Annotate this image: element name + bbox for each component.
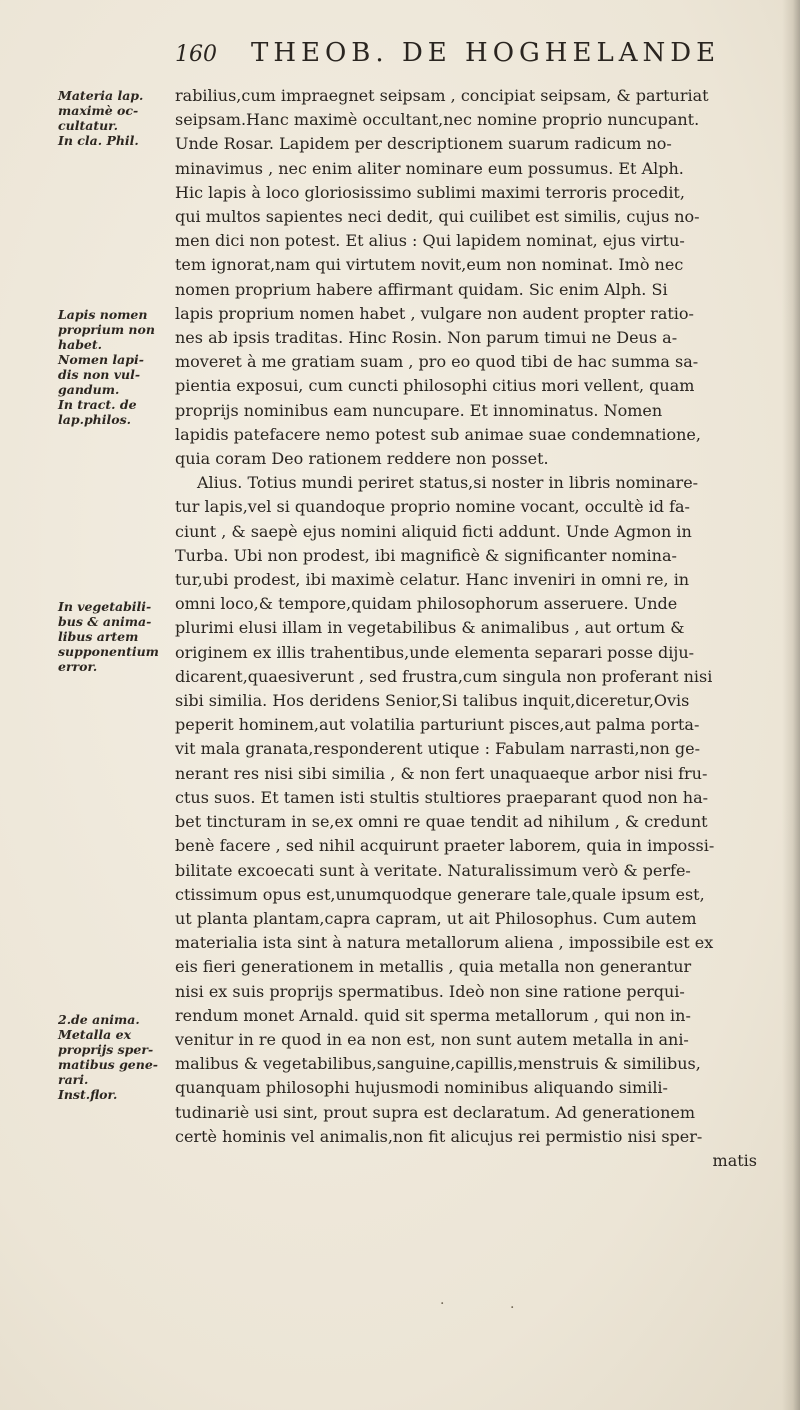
page-gutter-shadow — [782, 0, 800, 1410]
margin-note-line: libus artem — [58, 629, 139, 644]
text-line: ut planta plantam,capra capram, ut ait Philosophus. Cum autem — [175, 908, 697, 928]
margin-note-line: Materia lap. — [58, 88, 144, 103]
text-line: dicarent,quaesiverunt , sed frustra,cum singula non proferant nisi — [175, 666, 713, 686]
text-line: qui multos sapientes neci dedit, qui cuilibet est similis, cujus no- — [175, 207, 700, 227]
margin-note-line: 2.de anima. — [58, 1012, 140, 1027]
text-line: vit mala granata,responderent utique : Fabulam narrasti,non ge- — [175, 739, 701, 759]
margin-note — [58, 88, 172, 148]
text-line: Turba. Ubi non prodest, ibi magnificè & significanter nomina- — [175, 545, 677, 565]
text-line: minavimus , nec enim aliter nominare eum possumus. Et Alph. — [175, 158, 684, 178]
text-line: peperit hominem,aut volatilia parturiunt pisces,aut palma porta- — [175, 715, 700, 735]
text-line: ciunt , & saepè ejus nomini aliquid ficti addunt. Unde Agmon in — [175, 521, 692, 541]
ink-speck: · — [440, 1296, 445, 1312]
text-line: Unde Rosar. Lapidem per descriptionem suarum radicum no- — [175, 134, 672, 154]
text-line: ctus suos. Et tamen isti stultis stultiores praeparant quod non ha- — [175, 787, 709, 807]
text-line: nisi ex suis proprijs spermatibus. Ideò non sine ratione perqui- — [175, 981, 685, 1001]
text-line: quanquam philosophi hujusmodi nominibus aliquando simili- — [175, 1078, 668, 1098]
text-line: lapidis patefacere nemo potest sub animae suae condemnatione, — [175, 424, 701, 444]
text-line: rabilius,cum impraegnet seipsam , concipiat seipsam, & parturiat — [175, 86, 709, 105]
text-line: ctissimum opus est,unumquodque generare tale,quale ipsum est, — [175, 884, 705, 904]
margin-note-line: rari. — [58, 1072, 89, 1087]
text-line: bet tincturam in se,ex omni re quae tendit ad nihilum , & credunt — [175, 812, 708, 832]
running-head: THEOB. DE HOGHELANDE — [251, 38, 721, 68]
text-line: tur,ubi prodest, ibi maximè celatur. Hanc inveniri in omni re, in — [175, 570, 690, 590]
margin-note-line: Nomen lapi- — [58, 352, 144, 367]
text-line: malibus & vegetabilibus,sanguine,capillis,menstruis & similibus, — [175, 1054, 701, 1074]
text-line: tudinariè usi sint, prout supra est declaratum. Ad generationem — [175, 1102, 696, 1122]
margin-note-line: Inst.flor. — [58, 1087, 118, 1102]
page-number: 160 — [175, 42, 217, 67]
text-line: eis fieri generationem in metallis , quia metalla non generantur — [175, 957, 692, 977]
margin-note-line: Metalla ex — [58, 1027, 132, 1042]
text-line: nes ab ipsis traditas. Hinc Rosin. Non parum timui ne Deus a- — [175, 328, 678, 348]
margin-note-line: lap.philos. — [58, 412, 131, 427]
text-line: Alius. Totius mundi periret status,si noster in libris nominare- — [197, 473, 699, 493]
ink-speck: · — [510, 1300, 515, 1316]
margin-note-line: maximè oc- — [58, 103, 139, 118]
margin-note — [58, 307, 172, 427]
text-line: pientia exposui, cum cuncti philosophi citius mori vellent, quam — [175, 376, 695, 396]
margin-note-line: gandum. — [58, 382, 120, 397]
text-line: rendum monet Arnald. quid sit sperma metallorum , qui non in- — [175, 1005, 691, 1025]
text-line: plurimi elusi illam in vegetabilibus & animalibus , aut ortum & — [175, 618, 685, 638]
margin-note-line: Lapis nomen — [58, 307, 148, 322]
main-text-block — [175, 84, 775, 1173]
margin-note-line: error. — [58, 659, 98, 674]
margin-note — [58, 599, 172, 674]
text-line: sibi similia. Hos deridens Senior,Si talibus inquit,diceretur,Ovis — [175, 691, 690, 711]
margin-note-line: In tract. de — [58, 397, 137, 412]
text-line: nomen proprium habere affirmant quidam. Sic enim Alph. Si — [175, 279, 668, 299]
text-line: nerant res nisi sibi similia , & non fert unaquaeque arbor nisi fru- — [175, 763, 708, 783]
text-line: venitur in re quod in ea non est, non sunt autem metalla in ani- — [175, 1029, 689, 1049]
text-line: lapis proprium nomen habet , vulgare non audent propter ratio- — [175, 303, 694, 323]
text-line: quia coram Deo rationem reddere non posset. — [175, 449, 549, 469]
margin-note-line: matibus gene- — [58, 1057, 158, 1072]
margin-note-line: In cla. Phil. — [58, 133, 139, 148]
text-line: moveret à me gratiam suam , pro eo quod tibi de hac summa sa- — [175, 352, 699, 372]
text-line: materialia ista sint à natura metallorum aliena , impossibile est ex — [175, 933, 714, 953]
text-line: proprijs nominibus eam nuncupare. Et innominatus. Nomen — [175, 400, 663, 420]
text-line: men dici non potest. Et alius : Qui lapidem nominat, ejus virtu- — [175, 231, 685, 251]
text-line: omni loco,& tempore,quidam philosophorum asseruere. Unde — [175, 594, 678, 614]
margin-note-line: habet. — [58, 337, 103, 352]
margin-note-line: supponentium — [58, 644, 159, 659]
catchword: matis — [712, 1150, 757, 1170]
text-line: certè hominis vel animalis,non fit alicujus rei permistio nisi sper- — [175, 1126, 703, 1146]
text-line: Hic lapis à loco gloriosissimo sublimi maximi terroris procedit, — [175, 182, 685, 202]
margin-note-line: proprijs sper- — [58, 1042, 154, 1057]
text-line: bilitate excoecati sunt à veritate. Naturalissimum verò & perfe- — [175, 860, 691, 880]
margin-note-line: dis non vul- — [58, 367, 141, 382]
margin-note-line: In vegetabili- — [58, 599, 152, 614]
text-line: seipsam.Hanc maximè occultant,nec nomine proprio nuncupant. — [175, 110, 700, 130]
text-line: benè facere , sed nihil acquirunt praeter laborem, quia in impossi- — [175, 836, 715, 856]
margin-note-line: bus & anima- — [58, 614, 152, 629]
margin-note-line: proprium non — [58, 322, 155, 337]
text-line: tur lapis,vel si quandoque proprio nomine vocant, occultè id fa- — [175, 497, 690, 517]
margin-note — [58, 1012, 172, 1102]
page-header — [175, 38, 775, 74]
margin-note-line: cultatur. — [58, 118, 118, 133]
text-line: originem ex illis trahentibus,unde elementa separari posse diju- — [175, 642, 695, 662]
text-line: tem ignorat,nam qui virtutem novit,eum non nominat. Imò nec — [175, 255, 684, 275]
